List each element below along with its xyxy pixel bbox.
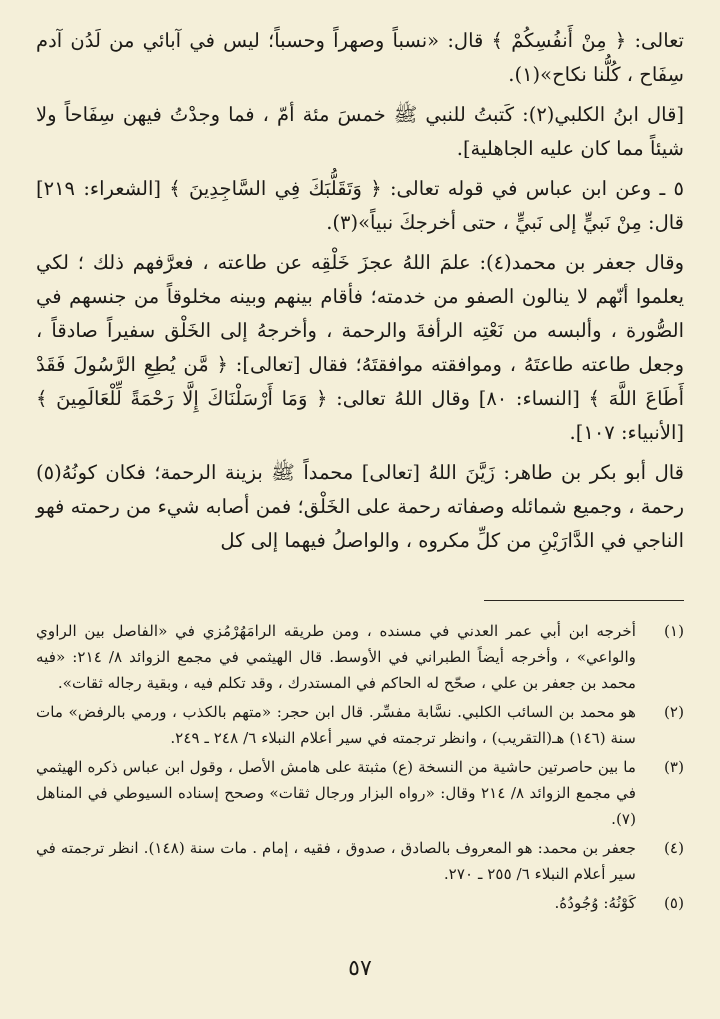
main-text: [36, 24, 684, 564]
paragraph-3: ٥ ـ وعن ابن عباس في قوله تعالى: ﴿ وَتَقَلُّبَكَ فِي السَّاجِدِينَ ﴾ [الشعراء: ٢١٩] قال: مِنْ نَبيٍّ إلى نَبيٍّ ، حتى أخرجكَ نبياً»(٣).: [36, 177, 684, 234]
footnote: [36, 699, 684, 751]
footnote-text: ما بين حاصرتين حاشية من النسخة (ع) مثبتة على هامش الأصل ، وقول ابن عباس ذكره الهيثمي في مجمع الزوائد ٨/ ٢١٤ وقال: «رواه البزار ورجال ثقات» وصحح إسناده السيوطي في المناهل (٧).: [36, 758, 636, 828]
footnote: [36, 618, 684, 696]
footnote-separator: [484, 600, 684, 601]
footnote-number: (٥): [663, 894, 684, 912]
footnote-number: (٣): [663, 758, 684, 776]
footnote-text: كَوْنُهُ: وُجُودُهُ.: [554, 894, 636, 912]
footnote-text: هو محمد بن السائب الكلبي. نسَّابة مفسِّر. قال ابن حجر: «متهم بالكذب ، ورمي بالرفض» مات سنة (١٤٦) هـ(التقريب) ، وانظر ترجمته في سير أعلام النبلاء ٦/ ٢٤٨ ـ ٢٤٩.: [36, 703, 636, 747]
footnote: [36, 835, 684, 887]
paragraph-1: تعالى: ﴿ مِنْ أَنفُسِكُمْ ﴾ قال: «نسباً وصهراً وحسباً؛ ليس في آبائي من لَدُن آدم سِفَاح ، كُلُّنا نكاح»(١).: [36, 29, 684, 86]
footnotes: [36, 618, 684, 919]
footnote: [36, 890, 684, 916]
footnote-text: أخرجه ابن أبي عمر العدني في مسنده ، ومن طريقه الرامَهُرْمُزي في «الفاصل بين الراوي والواعي» ، وأخرجه أيضاً الطبراني في الأوسط. قال الهيثمي في مجمع الزوائد ٨/ ٢١٤: «فيه محمد بن جعفر بن علي ، صحّح له الحاكم في المستدرك ، وقد تكلم فيه ، وبقية رجاله ثقات».: [36, 622, 636, 692]
footnote: [36, 754, 684, 832]
footnote-number: (١): [663, 622, 684, 640]
page-number: ٥٧: [348, 956, 372, 981]
footnote-number: (٢): [663, 703, 684, 721]
paragraph-5: قال أبو بكر بن طاهر: زَيَّنَ اللهُ [تعالى] محمداً ﷺ بزينة الرحمة؛ فكان كونُهُ(٥) رحمة ، وجميع شمائله وصفاته رحمة على الخَلْق؛ فمن أصابه شيء من رحمته فهو الناجي في الدَّارَيْنِ من كلِّ مكروه ، والواصلُ فيهما إلى كل: [36, 461, 684, 552]
footnote-number: (٤): [663, 839, 684, 857]
footnote-text: جعفر بن محمد: هو المعروف بالصادق ، صدوق ، فقيه ، إمام . مات سنة (١٤٨). انظر ترجمته في سير أعلام النبلاء ٦/ ٢٥٥ ـ ٢٧٠.: [36, 839, 636, 883]
paragraph-4: وقال جعفر بن محمد(٤): علمَ اللهُ عجزَ خَلْقِه عن طاعته ، فعرَّفهم ذلك ؛ لكي يعلموا أنّهم لا ينالون الصفو من خدمته؛ فأقام بينهم وبينه مخلوقاً من جنسهم في الصُّورة ، وألبسه من نَعْتِه الرأفةَ والرحمة ، وأخرجهُ إلى الخَلْق سفيراً صادقاً ، وجعل طاعته طاعتَهُ ، وموافقته موافقتَهُ؛ فقال [تعالى]: ﴿ مَّن يُطِعِ الرَّسُولَ فَقَدْ أَطَاعَ اللَّهَ ﴾ [النساء: ٨٠] وقال اللهُ تعالى: ﴿ وَمَا أَرْسَلْنَاكَ إِلَّا رَحْمَةً لِّلْعَالَمِينَ ﴾ [الأنبياء: ١٠٧].: [36, 251, 684, 444]
paragraph-2: [قال ابنُ الكلبي(٢): كَتبتُ للنبي ﷺ خمسَ مئة أمّ ، فما وجدْتُ فيهن سِفَاحاً ولا شيئاً مما كان عليه الجاهلية].: [36, 103, 684, 160]
